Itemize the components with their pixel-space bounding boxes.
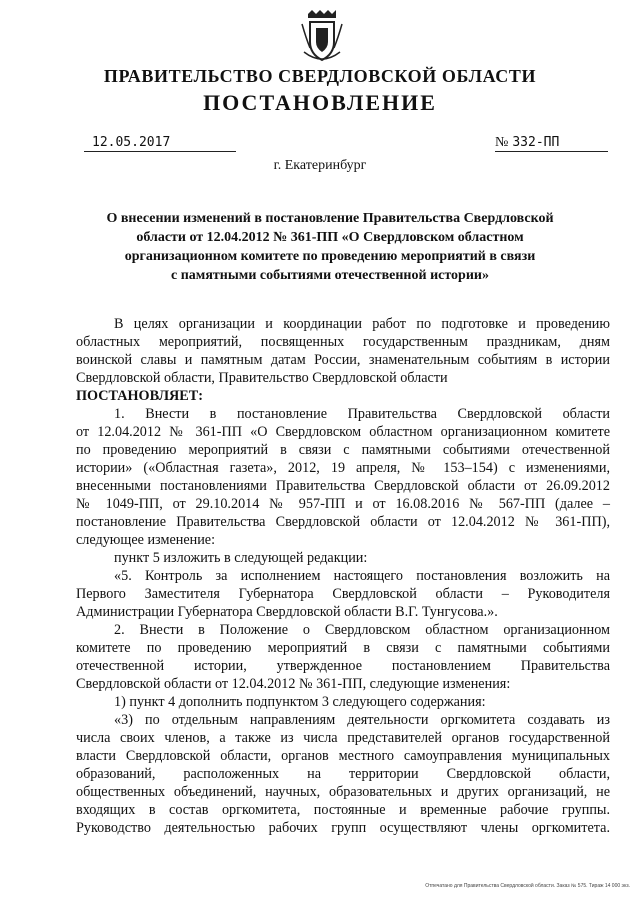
title-line: организационном комитете по проведению мероприятий в связи xyxy=(124,249,536,264)
title-line: О внесении изменений в постановление Правительства Свердловской xyxy=(106,211,554,226)
body-line: № 1049-ПП, от 29.10.2014 № 957-ПП и от 16.08.2016 № 567-ПП (далее – xyxy=(76,496,610,512)
body-line: 1. Внести в постановление Правительства Свердловской области xyxy=(114,406,610,422)
body-line: 1) пункт 4 дополнить подпунктом 3 следующего содержания: xyxy=(114,694,486,710)
body-line: воинской славы и памятным датам России, знаменательным событиям в истории xyxy=(76,352,610,368)
body-line: комитете по проведению мероприятий в связи с памятными событиями xyxy=(76,640,610,656)
city: г. Екатеринбург xyxy=(273,158,367,173)
decree-date: 12.05.2017 xyxy=(84,134,236,152)
body-line: по проведению мероприятий в связи с памятными событиями отечественной xyxy=(76,442,610,458)
body-line: истории» («Областная газета», 2012, 19 апреля, № 153–154) с изменениями, xyxy=(76,460,610,476)
body-line: В целях организации и координации работ по подготовке и проведению xyxy=(114,316,610,332)
body-line: Первого Заместителя Губернатора Свердловской области – Руководителя xyxy=(76,586,610,602)
body-line: образований, расположенных на территории Свердловской области, xyxy=(76,766,610,782)
decree-title xyxy=(80,209,580,285)
number-label: № xyxy=(495,135,509,150)
body-line: от 12.04.2012 № 361-ПП «О Свердловском областном организационном комитете xyxy=(76,424,610,440)
body-line: пункт 5 изложить в следующей редакции: xyxy=(114,550,368,566)
body-line: входящих в состав оргкомитета, постоянные и временные рабочие группы. xyxy=(76,802,610,818)
body-line: 2. Внести в Положение о Свердловском областном организационном xyxy=(114,622,610,638)
body-line: общественных объединений, научных, образовательных и других организаций, не xyxy=(76,784,610,800)
body-line: «3) по отдельным направлениям деятельности оргкомитета создавать из xyxy=(114,712,610,728)
body-line: областных мероприятий, посвященных государственным праздникам, дням xyxy=(76,334,610,350)
body-line: Свердловской области, Правительство Свердловской области xyxy=(76,370,448,386)
body-line: постановление Правительства Свердловской области от 12.04.2012 № 361-ПП), xyxy=(76,514,610,530)
print-footer: Отпечатано для Правительства Свердловской области. Заказ № 575. Тираж 14 000 экз. xyxy=(425,883,630,889)
number-value: 332-ПП xyxy=(512,135,560,150)
body-line: власти Свердловской области, органов местного самоуправления муниципальных xyxy=(76,748,610,764)
government-name: ПРАВИТЕЛЬСТВО СВЕРДЛОВСКОЙ ОБЛАСТИ xyxy=(103,66,537,86)
body-line: Руководство деятельностью рабочих групп осуществляют члены оргкомитета. xyxy=(76,820,610,836)
decree-body xyxy=(76,315,610,837)
coat-of-arms-icon xyxy=(300,8,344,64)
body-line: «5. Контроль за исполнением настоящего постановления возложить на xyxy=(114,568,610,584)
resolves-heading: ПОСТАНОВЛЯЕТ: xyxy=(76,388,203,404)
body-line: Администрации Губернатора Свердловской области В.Г. Тунгусова.». xyxy=(76,604,498,620)
body-line: числа своих членов, а также из числа представителей органов государственной xyxy=(76,730,610,746)
title-line: с памятными событиями отечественной истории» xyxy=(171,268,489,283)
body-line: отечественной истории, утвержденное постановлением Правительства xyxy=(76,658,610,674)
title-line: области от 12.04.2012 № 361-ПП «О Свердловском областном xyxy=(136,230,524,245)
body-line: следующее изменение: xyxy=(76,532,216,548)
body-line: внесенными постановлениями Правительства Свердловской области от 26.09.2012 xyxy=(76,478,610,494)
decree-number xyxy=(495,134,608,152)
body-line: Свердловской области от 12.04.2012 № 361-ПП, следующие изменения: xyxy=(76,676,511,692)
document-type: ПОСТАНОВЛЕНИЕ xyxy=(203,90,437,115)
